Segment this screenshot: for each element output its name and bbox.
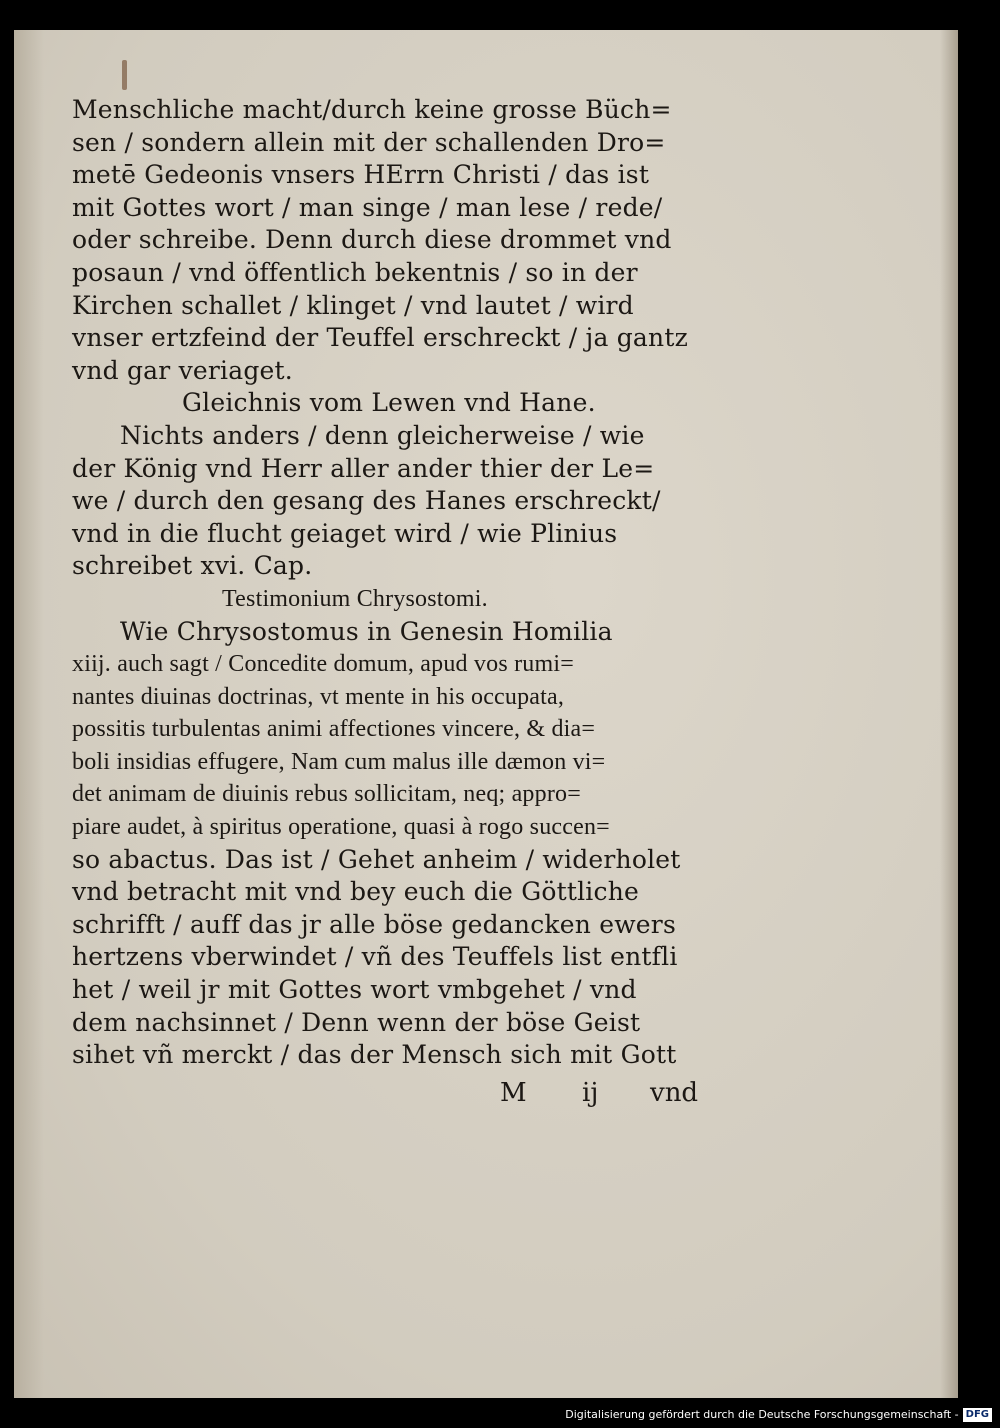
text-line: sen / sondern allein mit der schallenden Dro= [72,127,666,157]
text-line: piare audet, à spiritus operatione, quasi à rogo succen= [72,814,610,841]
text-line: vnser ertzfeind der Teuffel erschreckt / ja gantz [72,323,688,353]
text-line: schrifft / auff das jr alle böse gedancken ewers [72,909,676,939]
page-edge-right [940,30,958,1398]
credit-text: Digitalisierung gefördert durch die Deutsche Forschungsgemeinschaft - [565,1408,959,1421]
text-line: der König vnd Herr aller ander thier der Le= [72,453,655,483]
text-line: vnd gar veriaget. [72,355,293,385]
text-line: so abactus. Das ist / Gehet anheim / widerholet [72,844,681,874]
text-line: Kirchen schallet / klinget / vnd lautet / wird [72,290,634,320]
text-line: posaun / vnd öffentlich bekentnis / so in der [72,257,638,287]
page-text [72,94,732,1072]
text-line: het / weil jr mit Gottes wort vmbgehet / vnd [72,975,637,1005]
signature-mark: M [500,1078,527,1108]
ink-mark [122,60,127,90]
text-line: hertzens vberwindet / vñ des Teuffels list entfli [72,942,678,972]
text-line: Wie Chrysostomus in Genesin Homilia [120,616,613,646]
text-line: vnd betracht mit vnd bey euch die Göttliche [72,877,639,907]
text-line: metē Gedeonis vnsers HErrn Christi / das ist [72,160,650,190]
catchword: vnd [650,1078,699,1108]
text-line: Menschliche macht/durch keine grosse Büch= [72,95,672,124]
text-line: mit Gottes wort / man singe / man lese / rede/ [72,192,663,222]
text-line: xiij. auch sagt / Concedite domum, apud vos rumi= [72,651,574,678]
text-line: we / durch den gesang des Hanes erschreckt/ [72,486,661,516]
digitization-credit [565,1406,992,1424]
section-heading: Testimonium Chrysostomi. [222,585,488,612]
text-line: dem nachsinnet / Denn wenn der böse Geist [72,1007,641,1037]
signature-line [72,1078,732,1112]
signature-number: ij [582,1078,599,1108]
text-line: Nichts anders / denn gleicherweise / wie [120,420,645,450]
text-line: possitis turbulentas animi affectiones vincere, & dia= [72,716,596,743]
section-heading: Gleichnis vom Lewen vnd Hane. [182,388,596,418]
text-line: oder schreibe. Denn durch diese drommet vnd [72,225,672,255]
text-line: schreibet xvi. Cap. [72,551,313,581]
text-line: det animam de diuinis rebus sollicitam, neq; appro= [72,781,581,808]
text-line: boli insidias effugere, Nam cum malus ille dæmon vi= [72,748,606,775]
text-line: sihet vñ merckt / das der Mensch sich mit Gott [72,1040,677,1070]
text-line: vnd in die flucht geiaget wird / wie Plinius [72,518,618,548]
dfg-logo: DFG [963,1408,992,1422]
page-edge-left [14,30,44,1398]
text-line: nantes diuinas doctrinas, vt mente in his occupata, [72,683,565,710]
